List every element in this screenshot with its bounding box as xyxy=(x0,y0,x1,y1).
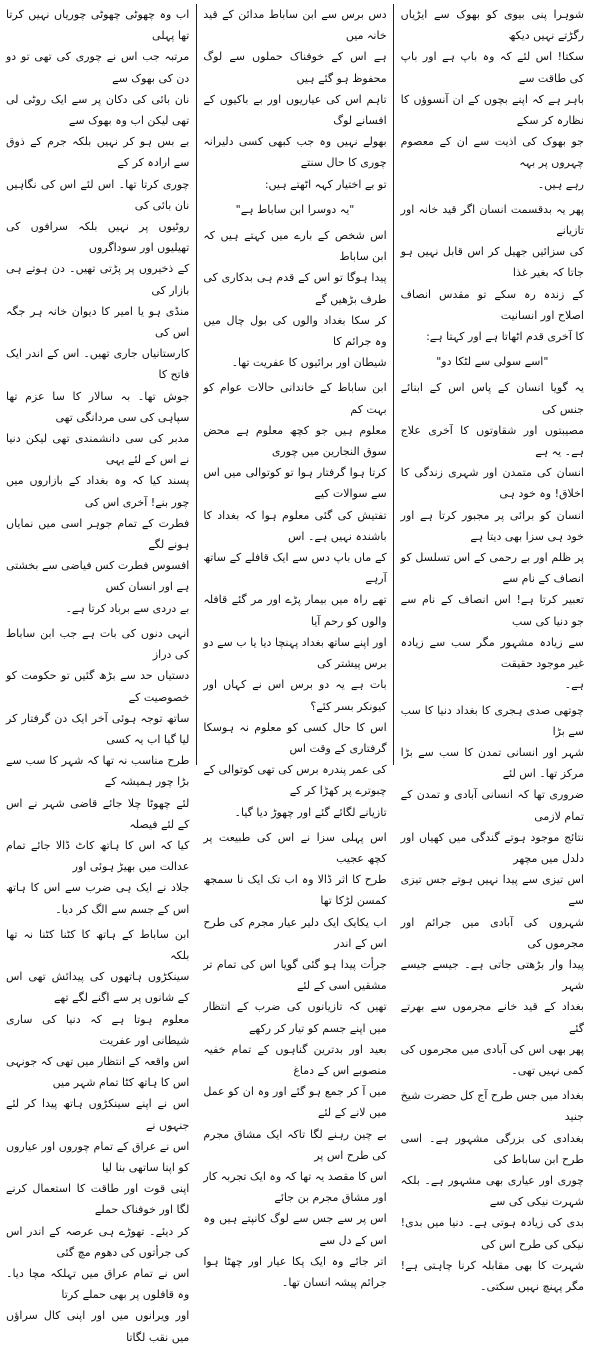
pull-quote: "یہ دوسرا ابن ساباط ہے" xyxy=(235,202,355,216)
paragraph: چوتھی صدی ہجری کا بغداد دنیا کا سب سے بڑا شہر اور انسانی تمدن کا سب سے بڑا مرکز تھا۔ اس لئے ضروری تھا کہ انسانی آبادی و تمدن کے تمام لازمی نتائج موجود ہوتے گندگی میں کھیاں اور دلدل میں مچھر اس تیزی سے پیدا نہیں ہوتے جس تیزی سے شہروں کی آبادی میں جرائم اور مجرموں کی پیدا وار بڑھتی جاتی ہے۔ جیسے جیسے شہر بغداد کے قید خانے مجرموں سے بھرتے گئے پھر بھی اس کی آبادی میں مجرموں کی کمی نہیں تھی۔ xyxy=(400,703,584,1077)
paragraph: بغداد میں جس طرح آج کل حضرت شیخ جنید بغدادی کی بزرگی مشہور ہے۔ اسی طرح ابن ساباط کی چوری اور عیاری بھی مشہور ہے۔ بلکہ شہرت نیکی کی سے بدی کی زیادہ ہوتی ہے۔ دنیا میں بدی! نیکی کی طرح اس کی شہرت کا بھی مقابلہ کرنا چاہتی ہے! مگر پہنچ نہیں سکتی۔ xyxy=(400,1089,584,1293)
paragraph: اس پہلی سزا نے اس کی طبیعت پر کچھ عجیب طرح کا اثر ڈالا وہ اب تک ایک نا سمجھ کمسن لڑکا تھا اب یکایک ایک دلیر عیار مجرم کی طرح اس کے اندر جرأت پیدا ہو گئی گویا اس کی تمام تر مشقیں اسی کے لئے تھیں کہ تازیانوں کی ضرب کے انتظار میں اپنے جسم کو تیار کر رکھے بعید اور بدترین گناہوں کے تمام خفیہ منصوبے اس کے دماغ میں آ کر جمع ہو گئے اور وہ ان کو عمل میں لانے کے لئے بے چین رہنے لگا تاکہ ایک مشاق مجرم کی طرح اس پر اس کا مقصد یہ تھا کہ وہ ایک تجربہ کار اور مشاق مجرم بن جائے اس پر سے جس سے لوگ کانپتے ہیں وہ اس کے دل سے اتر جائے وہ ایک پکا عیار اور چھٹا ہوا جرائم پیشہ انسان تھا۔ xyxy=(203,830,387,1289)
column-divider xyxy=(196,4,197,765)
column-middle xyxy=(203,4,386,1352)
column-divider xyxy=(393,4,394,765)
paragraph: انہی دنوں کی بات ہے جب ابن ساباط کی دراز دستیاں حد سے بڑھ گئیں تو حکومت کو خصوصیت کے ساتھ توجہ ہوئی آخر ایک دن گرفتار کر لیا گیا اب یہ کسی طرح مناسب نہ تھا کہ شہر کا سب سے بڑا چور ہمیشہ کے لئے چھوٹا چلا جائے قاضی شہر نے اس کے لئے فیصلہ کیا کہ اس کا ہاتھ کاٹ ڈالا جائے تمام عدالت میں بھیڑ ہوئی اور جلاد نے ایک ہی ضرب سے اس کا ہاتھ اس کے جسم سے الگ کر دیا۔ xyxy=(6,626,190,916)
paragraph: یہ گویا انسان کے پاس اس کے ابنائے جنس کی مصیبتوں اور شقاوتوں کا آخری علاج ہے۔ یہ ہے انسان کی متمدن اور شہری زندگی کا اخلاق! وہ خود ہی انسان کو برائی پر مجبور کرتا ہے اور خود ہی سزا بھی دیتا ہے پر ظلم اور بے رحمی کے اس تسلسل کو انصاف کے نام سے تعبیر کرتا ہے! اس انصاف کے نام سے جو دنیا کی سب سے زیادہ مشہور مگر سب سے زیادہ غیر موجود حقیقت ہے۔ xyxy=(400,381,584,692)
paragraph: شوہرا پنی بیوی کو بھوک سے ایڑیاں رگڑتے نہیں دیکھ سکتا! اس لئے کہ وہ باپ ہے اور باپ کی طاقت سے باہر ہے کہ اپنے بچوں کے ان آنسوؤں کا نظارہ کر سکے جو بھوک کی اذیت سے ان کے معصوم چہروں پر بہہ رہے ہیں۔ xyxy=(400,8,584,191)
paragraph: اس شخص کے بارے میں کہتے ہیں کہ ابن ساباط پیدا ہوگا تو اس کے قدم ہی بدکاری کی طرف بڑھیں گے کر سکا بغداد والوں کی بول چال میں وہ جرائم کا شیطان اور برائیوں کا عفریت تھا۔ xyxy=(203,229,387,370)
pull-quote: "اسے سولی سے لٹکا دو" xyxy=(436,355,549,369)
paragraph: ابن ساباط کے ہاتھ کا کٹنا کٹنا نہ تھا بلکہ سینکڑوں ہاتھوں کی پیدائش تھی اس کے شانوں پر سے اگنے لگے تھے معلوم ہوتا ہے کہ دنیا کی ساری شیطانی اور عفریت اس واقعہ کے انتظار میں تھی کہ جونہی اس کا ہاتھ کٹا تمام شہر میں اس نے اپنے سینکڑوں ہاتھ پیدا کر لئے جنہوں نے اس نے عراق کے تمام چوروں اور عیاروں کو اپنا ساتھی بنا لیا اپنی قوت اور طاقت کا استعمال کرنے لگا اور خوفناک حملے کر دیئے۔ تھوڑے ہی عرصہ کے اندر اس کی جرأتوں کی دھوم مچ گئی اس نے تمام عراق میں تہلکہ مچا دیا۔ وہ قافلوں پر بھی حملے کرتا اور ویرانوں میں اور اپنی کال سراؤں میں نقب لگاتا xyxy=(6,927,190,1344)
column-left xyxy=(6,4,189,1352)
column-right xyxy=(401,4,584,1352)
paragraph: اب وہ چھوٹی چھوٹی چوریاں نہیں کرتا تھا پہلی مرتبہ جب اس نے چوری کی تھی تو دو دن کی بھوک سے نان بائی کی دکان پر سے ایک روٹی لی تھی لیکن اب وہ بھوک سے بے بس ہو کر نہیں بلکہ جرم کے ذوق سے ارادہ کر کے چوری کرتا تھا۔ اس لئے اس کی نگاہیں نان بائی کی روٹیوں پر نہیں بلکہ سرافوں کی تھیلیوں اور سوداگروں کے ذخیروں پر پڑتی تھیں۔ دن ہوتے ہی بازار کی منڈی ہو یا امیر کا دیوان خانہ ہر جگہ اس کی کارستانیاں جاری تھیں۔ اس کے اندر ایک فاتح کا جوش تھا۔ بہ سالار کا سا عزم تھا سپاہی کی سی مردانگی تھی مدبر کی سی دانشمندی تھی لیکن دنیا نے اس کے لئے یہی پسند کیا کہ وہ بغداد کے بازاروں میں چور بنے! آخری اس کی فطرت کے تمام جوہر اسی میں نمایاں ہونے لگے افسوس فطرت کس فیاضی سے بخشتی ہے اور انسان کس بے دردی سے برباد کرتا ہے۔ xyxy=(6,8,190,615)
paragraph: ابن ساباط کے خاندانی حالات عوام کو بہت کم معلوم ہیں جو کچھ معلوم ہے محض سوق النجارین میں چوری کرتا ہوا گرفتار ہوا تو کوتوالی میں اس سے سوالات کیے تفتیش کی گئی معلوم ہوا کہ بغداد کا باشندہ نہیں ہے۔ اس کے ماں باپ دس سے ایک قافلے کے ساتھ آرہے تھے راہ میں بیمار پڑے اور مر گئے قافلہ والوں کو رحم آیا اور اپنے ساتھ بغداد پہنچا دیا یا ب سے دو برس پیشتر کی بات ہے یہ دو برس اس نے کہاں اور کیونکر بسر کئے؟ اس کا حال کسی کو معلوم نہ ہوسکا گرفتاری کے وقت اس کی عمر پندرہ برس کی تھی کوتوالی کے چبوترے پر کھڑا کر کے تازیانے لگائے گئے اور چھوڑ دیا گیا۔ xyxy=(203,381,387,819)
paragraph: پھر یہ بدقسمت انسان اگر قید خانہ اور تازیانے کی سزائیں جھیل کر اس قابل نہیں ہو جاتا کہ بغیر غذا کے زندہ رہ سکے تو مقدس انصاف اصلاح اور انسانیت کا آخری قدم اٹھاتا ہے اور کہتا ہے: xyxy=(400,202,584,344)
paragraph: دس برس سے ابن ساباط مدائن کے قید خانہ میں ہے اس کے خوفناک حملوں سے لوگ محفوظ ہو گئے ہیں تاہم اس کی عیاریوں اور بے باکیوں کے افسانے لوگ بھولے نہیں وہ جب کبھی کسی دلیرانہ چوری کا حال سنتے تو بے اختیار کہہ اٹھتے ہیں: xyxy=(203,8,387,191)
